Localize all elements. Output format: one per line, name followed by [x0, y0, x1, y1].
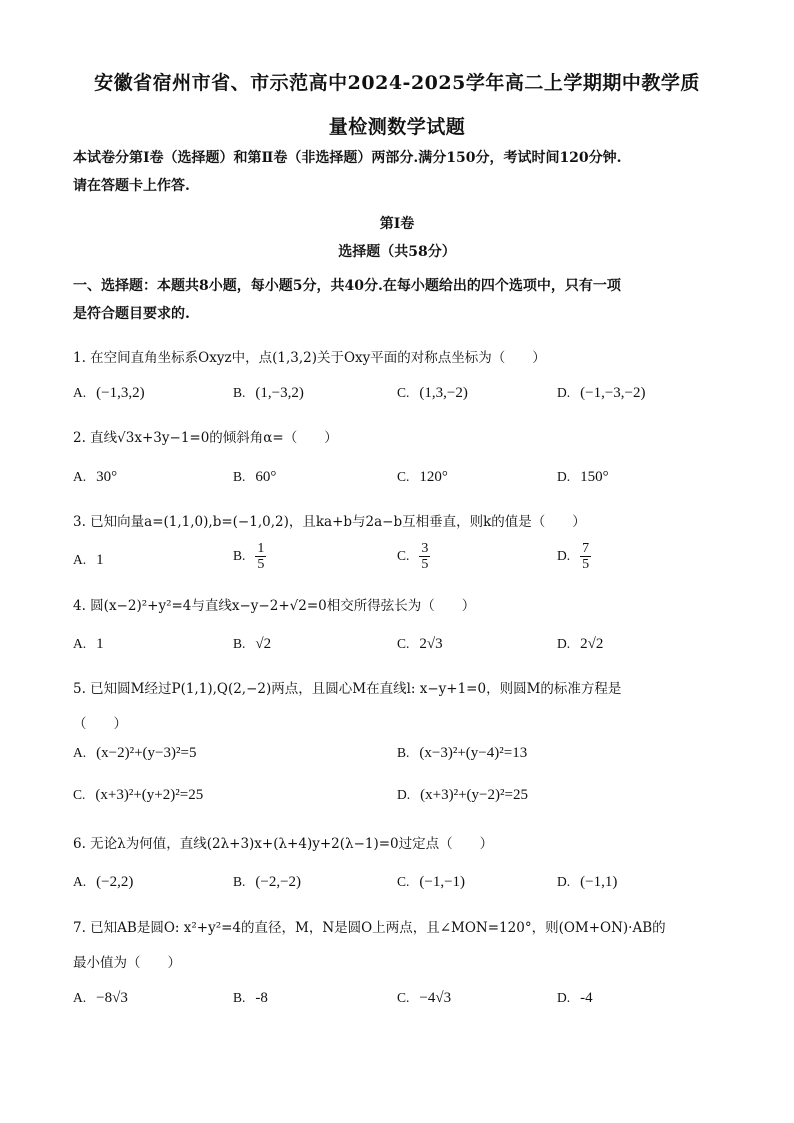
- q1-option-c-text: (1,3,−2): [419, 385, 468, 401]
- q7-option-a: [73, 990, 128, 1007]
- q6-option-c-text: (−1,−1): [419, 874, 466, 890]
- q7-option-b: [233, 990, 268, 1007]
- q5-option-d-label: D.: [397, 787, 411, 802]
- q3-option-c-denominator: 5: [421, 557, 429, 572]
- q2-option-b-label: B.: [233, 469, 246, 484]
- q1-option-a-label: A.: [73, 385, 87, 400]
- question-5-stem-line1: 5. 已知圆M经过P(1,1),Q(2,−2)两点，且圆心M在直线l: x−y+1=0，则圆M的标准方程是: [73, 681, 622, 697]
- q1-option-b-text: (1,−3,2): [255, 385, 304, 401]
- q3-option-a-text: 1: [96, 552, 104, 568]
- q1-option-b: [233, 385, 304, 402]
- q6-option-a-text: (−2,2): [96, 874, 134, 890]
- exam-title-line1: 安徽省宿州市省、市示范高中2024-2025学年高二上学期期中教学质: [94, 72, 700, 94]
- q7-option-a-text: −8√3: [96, 990, 128, 1006]
- q1-option-b-label: B.: [233, 385, 246, 400]
- exam-intro-line1: 本试卷分第Ⅰ卷（选择题）和第Ⅱ卷（非选择题）两部分.满分150分，考试时间120分钟.: [73, 150, 622, 166]
- q5-option-a: [73, 745, 196, 762]
- q6-option-a: [73, 874, 133, 891]
- q3-option-d-numerator: 7: [582, 541, 590, 556]
- q3-option-b-denominator: 5: [257, 557, 265, 572]
- q4-option-d-text: 2√2: [580, 636, 604, 652]
- q6-option-c-label: C.: [397, 874, 410, 889]
- exam-title-line2: 量检测数学试题: [328, 116, 466, 138]
- part-description-line2: 是符合题目要求的.: [73, 306, 190, 322]
- q4-option-c-label: C.: [397, 636, 410, 651]
- section-title: 选择题（共58分）: [338, 244, 456, 260]
- q2-option-c-label: C.: [397, 469, 410, 484]
- q3-option-a-label: A.: [73, 552, 87, 567]
- q3-option-c-fraction: [419, 541, 430, 572]
- question-7-stem-line1: 7. 已知AB是圆O: x²+y²=4的直径，M，N是圆O上两点，且∠MON=120°，则(OM+ON)·AB的: [73, 920, 666, 936]
- volume-title: 第Ⅰ卷: [379, 216, 415, 232]
- q7-option-b-label: B.: [233, 990, 246, 1005]
- q1-option-d-label: D.: [557, 385, 571, 400]
- q7-option-c-text: −4√3: [419, 990, 452, 1006]
- q1-option-d-text: (−1,−3,−2): [580, 385, 646, 401]
- q6-option-b-label: B.: [233, 874, 246, 889]
- q5-option-b-text: (x−3)²+(y−4)²=13: [419, 745, 528, 761]
- q5-option-d-text: (x+3)²+(y−2)²=25: [420, 787, 528, 803]
- q3-option-b-label: B.: [233, 548, 246, 563]
- q3-option-d-denominator: 5: [582, 557, 590, 572]
- q3-option-d: [557, 541, 591, 572]
- question-4-stem: 4. 圆(x−2)²+y²=4与直线x−y−2+√2=0相交所得弦长为（ ）: [73, 598, 476, 614]
- q7-option-a-label: A.: [73, 990, 87, 1005]
- q6-option-c: [397, 874, 465, 891]
- q4-option-a: [73, 636, 104, 653]
- q7-option-d-label: D.: [557, 990, 571, 1005]
- q4-option-b-text: √2: [255, 636, 272, 652]
- q1-option-a: [73, 385, 145, 402]
- q5-option-c-label: C.: [73, 787, 86, 802]
- q5-option-b-label: B.: [397, 745, 410, 760]
- q6-option-d-text: (−1,1): [580, 874, 618, 890]
- q5-option-b: [397, 745, 527, 762]
- q7-option-c-label: C.: [397, 990, 410, 1005]
- exam-intro-line2: 请在答题卡上作答.: [73, 178, 190, 194]
- q3-option-c: [397, 541, 430, 572]
- q1-option-c-label: C.: [397, 385, 410, 400]
- question-3-stem: 3. 已知向量a=(1,1,0),b=(−1,0,2)，且ka+b与2a−b互相垂直，则k的值是（ ）: [73, 514, 586, 530]
- q2-option-c-text: 120°: [419, 469, 448, 485]
- q4-option-a-label: A.: [73, 636, 87, 651]
- q6-option-a-label: A.: [73, 874, 87, 889]
- q4-option-a-text: 1: [96, 636, 104, 652]
- q3-option-b-numerator: 1: [257, 541, 265, 556]
- q4-option-c-text: 2√3: [419, 636, 443, 652]
- q4-option-b-label: B.: [233, 636, 246, 651]
- q2-option-b-text: 60°: [255, 469, 277, 485]
- question-5-stem-line2: （ ）: [73, 716, 127, 732]
- q3-option-b: [233, 541, 266, 572]
- q2-option-a-text: 30°: [96, 469, 118, 485]
- q1-option-d: [557, 385, 646, 402]
- q1-option-a-text: (−1,3,2): [96, 385, 145, 401]
- q3-option-a: [73, 552, 104, 569]
- q4-option-d-label: D.: [557, 636, 571, 651]
- q6-option-b-text: (−2,−2): [255, 874, 302, 890]
- question-2-stem: 2. 直线√3x+3y−1=0的倾斜角α=（ ）: [73, 430, 338, 446]
- q7-option-b-text: -8: [255, 990, 268, 1006]
- part-description-line1: 一、选择题：本题共8小题，每小题5分，共40分.在每小题给出的四个选项中，只有一项: [73, 278, 621, 294]
- q3-option-b-fraction: [255, 541, 266, 572]
- q5-option-d: [397, 787, 528, 804]
- q5-option-a-label: A.: [73, 745, 87, 760]
- q5-option-c-text: (x+3)²+(y+2)²=25: [95, 787, 204, 803]
- q3-option-d-fraction: [580, 541, 591, 572]
- q3-option-c-label: C.: [397, 548, 410, 563]
- q3-option-d-label: D.: [557, 548, 571, 563]
- q1-option-c: [397, 385, 468, 402]
- q2-option-d: [557, 469, 609, 486]
- question-7-stem-line2: 最小值为（ ）: [73, 955, 181, 971]
- q3-option-c-numerator: 3: [421, 541, 429, 556]
- q4-option-c: [397, 636, 443, 653]
- q2-option-a: [73, 469, 117, 486]
- question-1-stem: 1. 在空间直角坐标系Oxyz中，点(1,3,2)关于Oxy平面的对称点坐标为（ ）: [73, 350, 546, 366]
- q2-option-d-label: D.: [557, 469, 571, 484]
- q2-option-c: [397, 469, 448, 486]
- q7-option-c: [397, 990, 451, 1007]
- q7-option-d: [557, 990, 593, 1007]
- q7-option-d-text: -4: [580, 990, 593, 1006]
- q6-option-d-label: D.: [557, 874, 571, 889]
- q5-option-a-text: (x−2)²+(y−3)²=5: [96, 745, 197, 761]
- q5-option-c: [73, 787, 203, 804]
- q4-option-b: [233, 636, 271, 653]
- question-6-stem: 6. 无论λ为何值，直线(2λ+3)x+(λ+4)y+2(λ−1)=0过定点（ ）: [73, 836, 494, 852]
- q2-option-d-text: 150°: [580, 469, 609, 485]
- q2-option-a-label: A.: [73, 469, 87, 484]
- q6-option-d: [557, 874, 617, 891]
- q4-option-d: [557, 636, 603, 653]
- q2-option-b: [233, 469, 276, 486]
- q6-option-b: [233, 874, 301, 891]
